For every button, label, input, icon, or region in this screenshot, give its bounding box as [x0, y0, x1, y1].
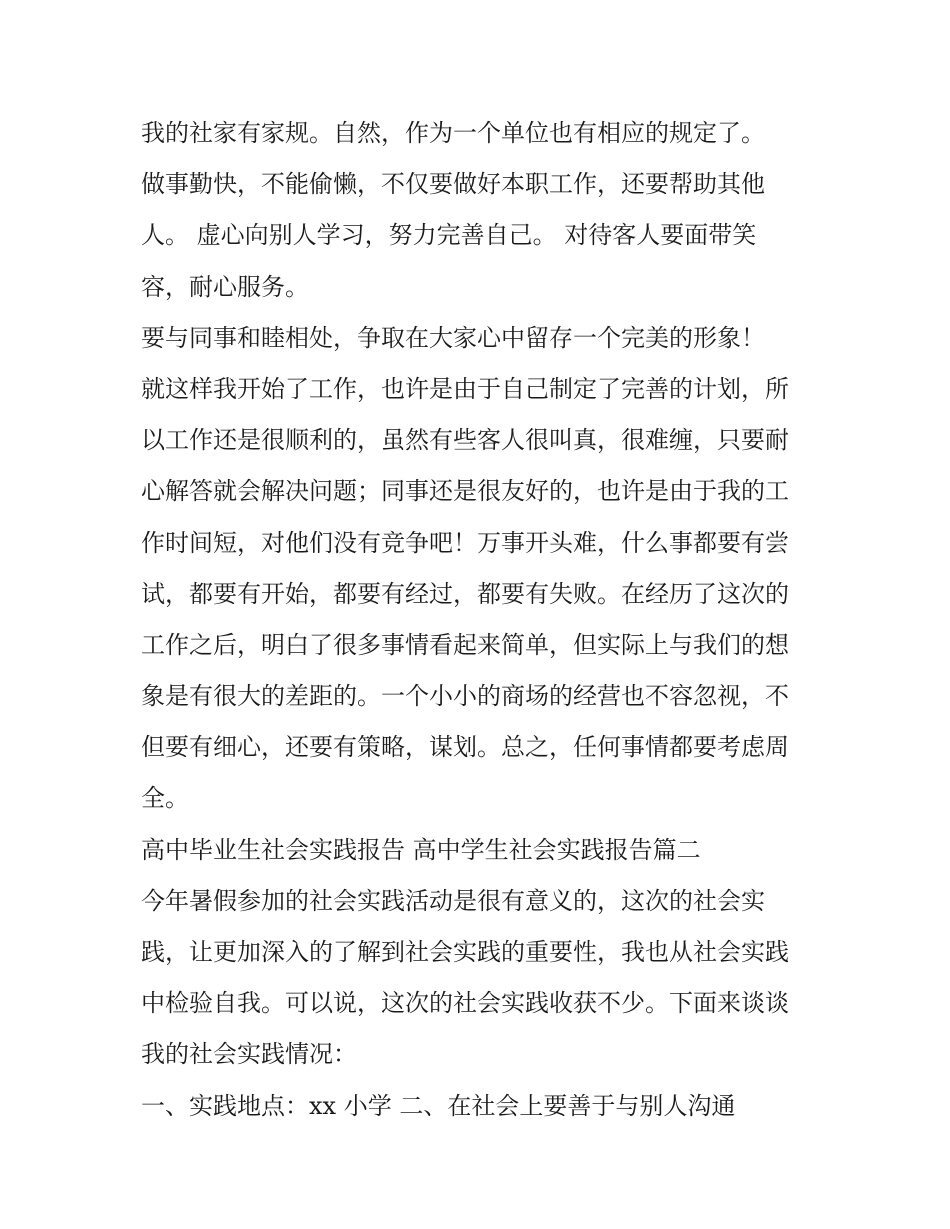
text-line: 作时间短，对他们没有竞争吧！万事开头难，什么事都要有尝: [141, 528, 789, 557]
text-line: 人。 虚心向别人学习，努力完善自己。 对待客人要面带笑: [141, 221, 757, 250]
text-line: 象是有很大的差距的。一个小小的商场的经营也不容忽视，不: [141, 682, 789, 711]
text-line: 但要有细心，还要有策略，谋划。总之，任何事情都要考虑周: [141, 733, 789, 762]
text-line: 践，让更加深入的了解到社会实践的重要性，我也从社会实践: [141, 938, 789, 966]
document-body: [141, 108, 821, 1132]
text-line: 做事勤快，不能偷懒，不仅要做好本职工作，还要帮助其他: [141, 170, 765, 199]
text-line: 容，耐心服务。: [141, 272, 309, 301]
text-line: 要与同事和睦相处，争取在大家心中留存一个完美的形象！: [141, 323, 765, 352]
text-line: 我的社会实践情况：: [141, 1040, 357, 1069]
section-heading: 高中毕业生社会实践报告 高中学生社会实践报告篇二: [141, 835, 701, 864]
text-line: 以工作还是很顺利的，虽然有些客人很叫真，很难缠，只要耐: [141, 426, 789, 455]
text-line: 全。: [141, 784, 189, 813]
text-line: 我的社家有家规。自然，作为一个单位也有相应的规定了。: [141, 119, 765, 147]
text-line: 试，都要有开始，都要有经过，都要有失败。在经历了这次的: [141, 579, 789, 608]
text-line: 就这样我开始了工作，也许是由于自己制定了完善的计划，所: [141, 374, 789, 403]
text-line: 心解答就会解决问题；同事还是很友好的，也许是由于我的工: [141, 477, 789, 506]
text-line: 工作之后，明白了很多事情看起来简单，但实际上与我们的想: [141, 630, 789, 659]
text-line: 中检验自我。可以说，这次的社会实践收获不少。下面来谈谈: [141, 989, 789, 1018]
text-line: 一、实践地点：xx 小学 二、在社会上要善于与别人沟通: [141, 1091, 736, 1120]
text-line: 今年暑假参加的社会实践活动是很有意义的，这次的社会实: [141, 886, 765, 915]
